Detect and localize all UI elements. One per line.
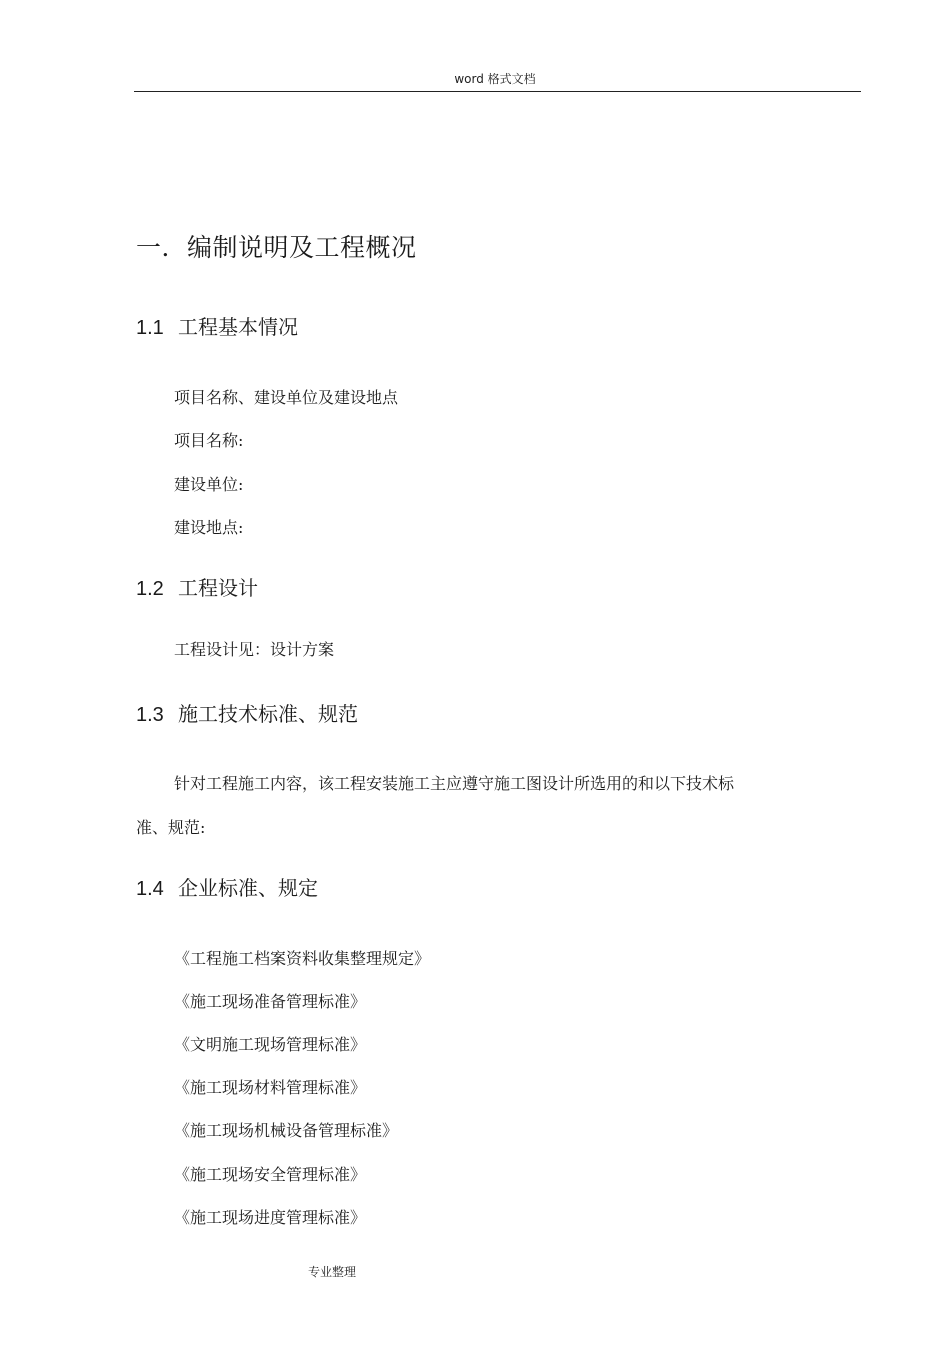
header-rule	[134, 91, 861, 92]
section-heading-1-1	[136, 311, 298, 340]
page-footer: 专业整理	[308, 1265, 357, 1279]
section-title: 施工技术标准、规范	[178, 702, 358, 726]
standard-item: 《施工现场材料管理标准》	[174, 1078, 367, 1097]
section-title: 工程设计	[178, 576, 258, 600]
paragraph-line: 项目名称、建设单位及建设地点	[174, 388, 399, 407]
page-header: word 格式文档	[454, 72, 536, 86]
section-number: 1.4	[136, 878, 164, 900]
location-field: 建设地点:	[174, 518, 244, 537]
section-title: 企业标准、规定	[178, 876, 318, 900]
section-number: 1.2	[136, 578, 164, 600]
paragraph-line: 工程设计见：设计方案	[174, 640, 335, 659]
section-title: 工程基本情况	[178, 315, 298, 339]
standard-item: 《施工现场进度管理标准》	[174, 1208, 367, 1227]
standard-item: 《施工现场安全管理标准》	[174, 1165, 367, 1184]
standard-item: 《施工现场机械设备管理标准》	[174, 1121, 399, 1140]
owner-unit-field: 建设单位:	[174, 475, 244, 494]
paragraph-line: 针对工程施工内容，该工程安装施工主应遵守施工图设计所选用的和以下技术标	[174, 774, 735, 793]
chapter-title: 一．编制说明及工程概况	[136, 233, 417, 262]
section-heading-1-4	[136, 872, 318, 901]
standard-item: 《工程施工档案资料收集整理规定》	[174, 949, 431, 968]
standard-item: 《文明施工现场管理标准》	[174, 1035, 367, 1054]
section-heading-1-2	[136, 572, 258, 601]
project-name-field: 项目名称:	[174, 431, 244, 450]
standard-item: 《施工现场准备管理标准》	[174, 992, 367, 1011]
paragraph-line: 准、规范:	[136, 818, 206, 837]
section-number: 1.1	[136, 317, 164, 339]
section-heading-1-3	[136, 698, 358, 727]
section-number: 1.3	[136, 704, 164, 726]
